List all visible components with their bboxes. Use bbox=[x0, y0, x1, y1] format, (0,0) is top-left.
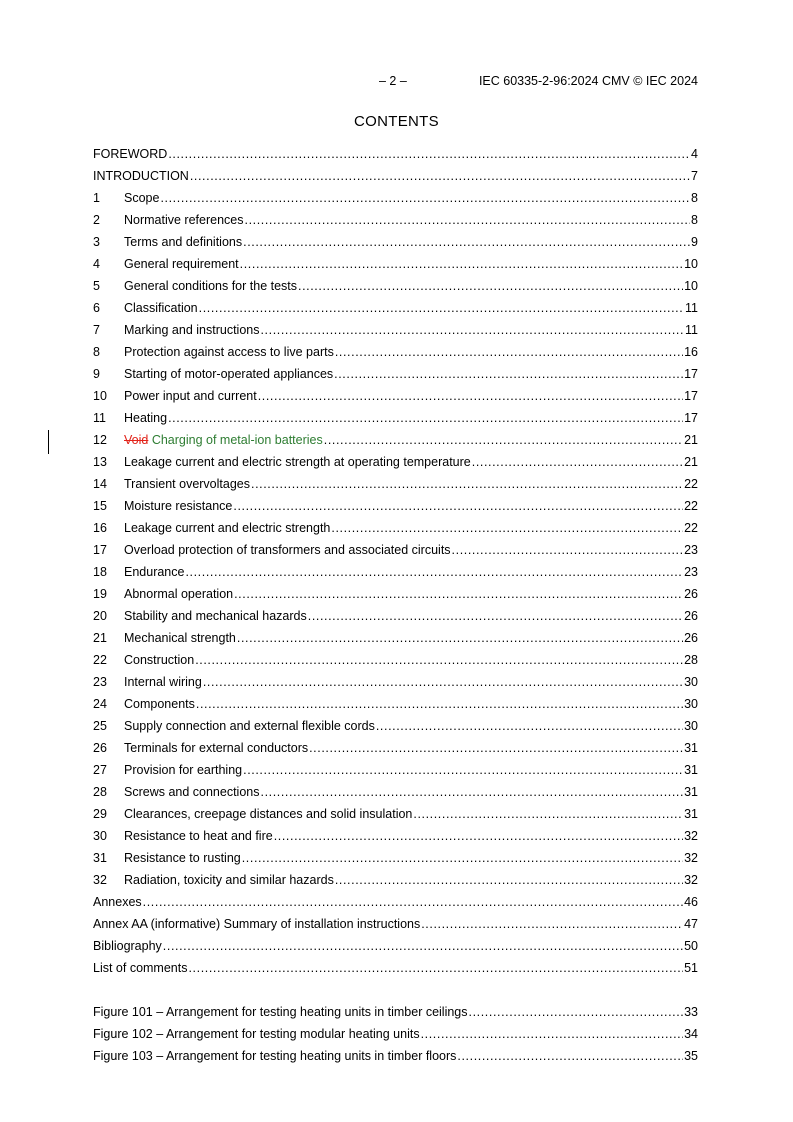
toc-entry[interactable] bbox=[93, 407, 698, 429]
toc-entry-label: Mechanical strength bbox=[124, 631, 236, 645]
toc-entry-label: Bibliography bbox=[93, 939, 162, 953]
toc-entry-label-wrapper bbox=[124, 187, 159, 209]
dot-leader bbox=[421, 1023, 684, 1045]
toc-page-number: 26 bbox=[684, 587, 698, 601]
toc-entry-number: 28 bbox=[93, 785, 107, 799]
toc-entry-number: 13 bbox=[93, 455, 107, 469]
toc-entry-number: 18 bbox=[93, 565, 107, 579]
toc-entry[interactable] bbox=[93, 297, 698, 319]
dot-leader bbox=[203, 671, 683, 693]
toc-entry-label-wrapper bbox=[93, 913, 420, 935]
dot-leader bbox=[251, 473, 683, 495]
toc-entry-label: Power input and current bbox=[124, 389, 257, 403]
toc-page-number: 8 bbox=[691, 213, 698, 227]
toc-entry-label: Leakage current and electric strength at operating temperature bbox=[124, 455, 471, 469]
toc-page-number: 23 bbox=[684, 543, 698, 557]
toc-entry-label: Figure 101 – Arrangement for testing heating units in timber ceilings bbox=[93, 1005, 468, 1019]
toc-entry-label-wrapper bbox=[124, 297, 198, 319]
toc-entry-label: Endurance bbox=[124, 565, 185, 579]
toc-page-number: 17 bbox=[684, 367, 698, 381]
toc-entry-label-wrapper bbox=[124, 363, 333, 385]
dot-leader bbox=[331, 517, 683, 539]
toc-entry-label-wrapper bbox=[93, 143, 167, 165]
toc-entry[interactable] bbox=[93, 759, 698, 781]
toc-entry[interactable] bbox=[93, 231, 698, 253]
dot-leader bbox=[190, 165, 690, 187]
toc-entry-label: INTRODUCTION bbox=[93, 169, 189, 183]
toc-entry[interactable] bbox=[93, 935, 698, 957]
toc-entry[interactable] bbox=[93, 363, 698, 385]
toc-entry-number: 9 bbox=[93, 367, 100, 381]
toc-entry[interactable] bbox=[93, 275, 698, 297]
toc-entry[interactable] bbox=[93, 429, 698, 451]
toc-entry-label-wrapper bbox=[124, 715, 375, 737]
toc-entry-label: Transient overvoltages bbox=[124, 477, 250, 491]
toc-entry-label-wrapper bbox=[124, 759, 242, 781]
toc-entry-label-wrapper bbox=[124, 429, 323, 451]
toc-entry-label: Protection against access to live parts bbox=[124, 345, 334, 359]
toc-entry-number: 2 bbox=[93, 213, 100, 227]
toc-entry-number: 5 bbox=[93, 279, 100, 293]
toc-entry-number: 11 bbox=[93, 411, 106, 425]
toc-entry-label: Abnormal operation bbox=[124, 587, 234, 601]
toc-entry-label: Clearances, creepage distances and solid insulation bbox=[124, 807, 413, 821]
toc-page-number: 31 bbox=[684, 785, 698, 799]
toc-entry[interactable] bbox=[93, 517, 698, 539]
document-id: IEC 60335-2-96:2024 CMV © IEC 2024 bbox=[478, 74, 698, 88]
page-header bbox=[93, 74, 698, 94]
figure-entry[interactable] bbox=[93, 1045, 698, 1067]
toc-entry-label-wrapper bbox=[124, 319, 259, 341]
toc-entry-label-wrapper bbox=[124, 627, 236, 649]
toc-entry-label-wrapper bbox=[124, 253, 239, 275]
toc-entry-number: 3 bbox=[93, 235, 100, 249]
dot-leader bbox=[168, 407, 683, 429]
toc-entry-label: Starting of motor-operated appliances bbox=[124, 367, 334, 381]
figure-entry[interactable] bbox=[93, 1023, 698, 1045]
dot-leader bbox=[160, 187, 690, 209]
dot-leader bbox=[243, 231, 690, 253]
dot-leader bbox=[457, 1045, 683, 1067]
toc-entry-number: 32 bbox=[93, 873, 107, 887]
toc-entry-label: Internal wiring bbox=[124, 675, 202, 689]
toc-entry-label-wrapper bbox=[124, 341, 334, 363]
dot-leader bbox=[168, 143, 690, 165]
dot-leader bbox=[472, 451, 683, 473]
toc-page-number: 32 bbox=[684, 829, 698, 843]
toc-entry-label: Resistance to heat and fire bbox=[124, 829, 273, 843]
toc-entry[interactable] bbox=[93, 319, 698, 341]
toc-page-number: 30 bbox=[684, 675, 698, 689]
toc-entry-number: 15 bbox=[93, 499, 107, 513]
toc-entry-label: Overload protection of transformers and associated circuits bbox=[124, 543, 451, 557]
toc-page-number: 8 bbox=[691, 191, 698, 205]
toc-entry[interactable] bbox=[93, 957, 698, 979]
toc-entry-number: 24 bbox=[93, 697, 107, 711]
dot-leader bbox=[335, 869, 683, 891]
toc-entry-label: Classification bbox=[124, 301, 198, 315]
toc-entry-label: Resistance to rusting bbox=[124, 851, 241, 865]
toc-entry[interactable] bbox=[93, 143, 698, 165]
toc-page-number: 11 bbox=[685, 301, 698, 315]
toc-page-number: 31 bbox=[684, 807, 698, 821]
toc-entry-label-wrapper bbox=[124, 671, 202, 693]
toc-entry-label-wrapper bbox=[124, 385, 257, 407]
toc-entry-label-wrapper bbox=[124, 825, 273, 847]
dot-leader bbox=[237, 627, 683, 649]
toc-page-number: 17 bbox=[684, 389, 698, 403]
toc-entry-label: Stability and mechanical hazards bbox=[124, 609, 307, 623]
toc-entry[interactable] bbox=[93, 869, 698, 891]
toc-entry-number: 17 bbox=[93, 543, 107, 557]
toc-entry-label-wrapper bbox=[93, 1023, 420, 1045]
toc-page-number: 46 bbox=[684, 895, 698, 909]
toc-entry-label-wrapper bbox=[93, 165, 189, 187]
change-bar bbox=[48, 430, 49, 454]
toc-entry-label-wrapper bbox=[124, 517, 330, 539]
dot-leader bbox=[334, 363, 683, 385]
dot-leader bbox=[335, 341, 683, 363]
toc-entry-label: Components bbox=[124, 697, 195, 711]
toc-entry-label-wrapper bbox=[124, 275, 297, 297]
toc-page-number: 35 bbox=[684, 1049, 698, 1063]
dot-leader bbox=[233, 495, 683, 517]
toc-page-number: 21 bbox=[684, 433, 698, 447]
toc-entry[interactable] bbox=[93, 913, 698, 935]
toc-page-number: 33 bbox=[684, 1005, 698, 1019]
toc-entry[interactable] bbox=[93, 385, 698, 407]
toc-page-number: 7 bbox=[691, 169, 698, 183]
toc-page-number: 28 bbox=[684, 653, 698, 667]
toc-entry-label-wrapper bbox=[124, 693, 195, 715]
toc-entry-label-wrapper bbox=[124, 451, 471, 473]
dot-leader bbox=[421, 913, 683, 935]
toc-entry-label-wrapper bbox=[124, 737, 308, 759]
toc-entry[interactable] bbox=[93, 649, 698, 671]
toc-entry-label: Supply connection and external flexible cords bbox=[124, 719, 375, 733]
toc-entry-number: 16 bbox=[93, 521, 107, 535]
toc-page-number: 10 bbox=[684, 257, 698, 271]
toc-page-number: 11 bbox=[685, 323, 698, 337]
toc-entry-number: 30 bbox=[93, 829, 107, 843]
toc-entry-label-wrapper bbox=[124, 407, 167, 429]
toc-page-number: 22 bbox=[684, 477, 698, 491]
toc-entry-label: Figure 103 – Arrangement for testing heating units in timber floors bbox=[93, 1049, 457, 1063]
toc-page-number: 22 bbox=[684, 499, 698, 513]
toc-page-number: 16 bbox=[684, 345, 698, 359]
contents-title: CONTENTS bbox=[354, 113, 439, 130]
toc-page-number: 26 bbox=[684, 631, 698, 645]
toc-entry-label-wrapper bbox=[124, 209, 244, 231]
dot-leader bbox=[260, 319, 684, 341]
toc-entry-label: Annexes bbox=[93, 895, 142, 909]
dot-leader bbox=[258, 385, 683, 407]
dot-leader bbox=[376, 715, 683, 737]
toc-page-number: 30 bbox=[684, 697, 698, 711]
toc-entry-label-wrapper bbox=[124, 473, 250, 495]
dot-leader bbox=[199, 297, 684, 319]
toc-entry-label-wrapper bbox=[124, 231, 242, 253]
toc-entry-label-wrapper bbox=[93, 1001, 468, 1023]
toc-entry-label: FOREWORD bbox=[93, 147, 168, 161]
toc-entry[interactable] bbox=[93, 671, 698, 693]
toc-entry-label: Scope bbox=[124, 191, 160, 205]
toc-entry-number: 7 bbox=[93, 323, 100, 337]
toc-entry-number: 29 bbox=[93, 807, 107, 821]
toc-entry[interactable] bbox=[93, 451, 698, 473]
toc-entry[interactable] bbox=[93, 561, 698, 583]
toc-entry-number: 19 bbox=[93, 587, 107, 601]
toc-entry-number: 26 bbox=[93, 741, 107, 755]
toc-page-number: 51 bbox=[684, 961, 698, 975]
toc-entry[interactable] bbox=[93, 803, 698, 825]
toc-entry[interactable] bbox=[93, 495, 698, 517]
dot-leader bbox=[413, 803, 683, 825]
toc-page-number: 50 bbox=[684, 939, 698, 953]
toc-entry-label-wrapper bbox=[124, 781, 260, 803]
toc-page-number: 30 bbox=[684, 719, 698, 733]
toc-entry-label-wrapper bbox=[93, 957, 187, 979]
toc-entry[interactable] bbox=[93, 781, 698, 803]
toc-page-number: 47 bbox=[684, 917, 698, 931]
toc-page-number: 31 bbox=[684, 763, 698, 777]
toc-entry[interactable] bbox=[93, 539, 698, 561]
toc-entry-label-wrapper bbox=[124, 869, 334, 891]
toc-entry-label: Heating bbox=[124, 411, 168, 425]
dot-leader bbox=[261, 781, 684, 803]
toc-entry[interactable] bbox=[93, 473, 698, 495]
dot-leader bbox=[188, 957, 683, 979]
dot-leader bbox=[308, 605, 683, 627]
toc-entry-label: Screws and connections bbox=[124, 785, 260, 799]
toc-entry-number: 27 bbox=[93, 763, 107, 777]
toc-entry-label: General requirement bbox=[124, 257, 239, 271]
toc-entry-label-wrapper bbox=[124, 561, 184, 583]
toc-entry-number: 31 bbox=[93, 851, 107, 865]
toc-page-number: 4 bbox=[691, 147, 698, 161]
toc-entry-number: 4 bbox=[93, 257, 100, 271]
toc-entry[interactable] bbox=[93, 605, 698, 627]
toc-entry-number: 23 bbox=[93, 675, 107, 689]
toc-entry[interactable] bbox=[93, 627, 698, 649]
toc-entry[interactable] bbox=[93, 209, 698, 231]
dot-leader bbox=[163, 935, 683, 957]
toc-entry[interactable] bbox=[93, 253, 698, 275]
toc-entry-label-wrapper bbox=[93, 935, 162, 957]
toc-entry-number: 21 bbox=[93, 631, 107, 645]
toc-entry-label-wrapper bbox=[124, 803, 412, 825]
toc-page-number: 9 bbox=[691, 235, 698, 249]
dot-leader bbox=[243, 759, 683, 781]
dot-leader bbox=[185, 561, 683, 583]
toc-entry[interactable] bbox=[93, 847, 698, 869]
toc-entry-number: 1 bbox=[93, 191, 100, 205]
toc-entry-label: Construction bbox=[124, 653, 195, 667]
toc-entry-label: Terminals for external conductors bbox=[124, 741, 309, 755]
toc-entry-number: 8 bbox=[93, 345, 100, 359]
table-of-contents bbox=[93, 143, 698, 1067]
figure-entry[interactable] bbox=[93, 1001, 698, 1023]
toc-entry-label: Figure 102 – Arrangement for testing modular heating units bbox=[93, 1027, 420, 1041]
toc-page-number: 21 bbox=[684, 455, 698, 469]
dot-leader bbox=[309, 737, 683, 759]
dot-leader bbox=[242, 847, 683, 869]
toc-entry-label: Terms and definitions bbox=[124, 235, 243, 249]
section-gap bbox=[93, 979, 698, 1001]
toc-page-number: 23 bbox=[684, 565, 698, 579]
toc-page-number: 34 bbox=[684, 1027, 698, 1041]
toc-entry-label-wrapper bbox=[124, 495, 232, 517]
toc-entry-number: 12 bbox=[93, 433, 107, 447]
dot-leader bbox=[245, 209, 691, 231]
toc-entry[interactable] bbox=[93, 341, 698, 363]
dot-leader bbox=[298, 275, 683, 297]
toc-entry-label: List of comments bbox=[93, 961, 188, 975]
dot-leader bbox=[240, 253, 683, 275]
toc-entry-label: Annex AA (informative) Summary of installation instructions bbox=[93, 917, 421, 931]
toc-entry-number: 22 bbox=[93, 653, 107, 667]
toc-page-number: 31 bbox=[684, 741, 698, 755]
toc-entry-number: 14 bbox=[93, 477, 107, 491]
dot-leader bbox=[452, 539, 684, 561]
toc-page-number: 22 bbox=[684, 521, 698, 535]
toc-entry-label: Moisture resistance bbox=[124, 499, 233, 513]
dot-leader bbox=[196, 693, 683, 715]
toc-entry[interactable] bbox=[93, 693, 698, 715]
dot-leader bbox=[143, 891, 683, 913]
toc-entry[interactable] bbox=[93, 825, 698, 847]
toc-page-number: 32 bbox=[684, 873, 698, 887]
toc-entry-label: Marking and instructions bbox=[124, 323, 260, 337]
toc-page-number: 26 bbox=[684, 609, 698, 623]
toc-entry[interactable] bbox=[93, 165, 698, 187]
dot-leader bbox=[195, 649, 683, 671]
toc-entry-label-wrapper bbox=[124, 649, 194, 671]
toc-entry-number: 25 bbox=[93, 719, 107, 733]
toc-entry-number: 6 bbox=[93, 301, 100, 315]
toc-page-number: 17 bbox=[684, 411, 698, 425]
toc-entry-label: Normative references bbox=[124, 213, 244, 227]
dot-leader bbox=[274, 825, 683, 847]
dot-leader bbox=[324, 429, 683, 451]
toc-entry-label: Radiation, toxicity and similar hazards bbox=[124, 873, 334, 887]
toc-entry-label-wrapper bbox=[93, 891, 142, 913]
toc-entry-label-wrapper bbox=[124, 847, 241, 869]
toc-entry-label: Provision for earthing bbox=[124, 763, 243, 777]
toc-entry-label-wrapper bbox=[124, 539, 451, 561]
page-number: – 2 – bbox=[379, 74, 407, 88]
dot-leader bbox=[234, 583, 683, 605]
toc-page-number: 32 bbox=[684, 851, 698, 865]
inserted-text: Charging of metal-ion batteries bbox=[151, 433, 323, 447]
toc-entry[interactable] bbox=[93, 187, 698, 209]
toc-entry[interactable] bbox=[93, 891, 698, 913]
toc-entry-label-wrapper bbox=[124, 583, 233, 605]
toc-entry[interactable] bbox=[93, 583, 698, 605]
toc-entry-label: General conditions for the tests bbox=[124, 279, 298, 293]
toc-entry[interactable] bbox=[93, 715, 698, 737]
toc-entry-number: 10 bbox=[93, 389, 107, 403]
toc-page-number: 10 bbox=[684, 279, 698, 293]
dot-leader bbox=[469, 1001, 684, 1023]
toc-entry-number: 20 bbox=[93, 609, 107, 623]
toc-entry[interactable] bbox=[93, 737, 698, 759]
toc-entry-label: Leakage current and electric strength bbox=[124, 521, 331, 535]
toc-entry-label-wrapper bbox=[124, 605, 307, 627]
toc-entry-label-wrapper bbox=[93, 1045, 456, 1067]
deleted-text: Void bbox=[124, 433, 149, 447]
